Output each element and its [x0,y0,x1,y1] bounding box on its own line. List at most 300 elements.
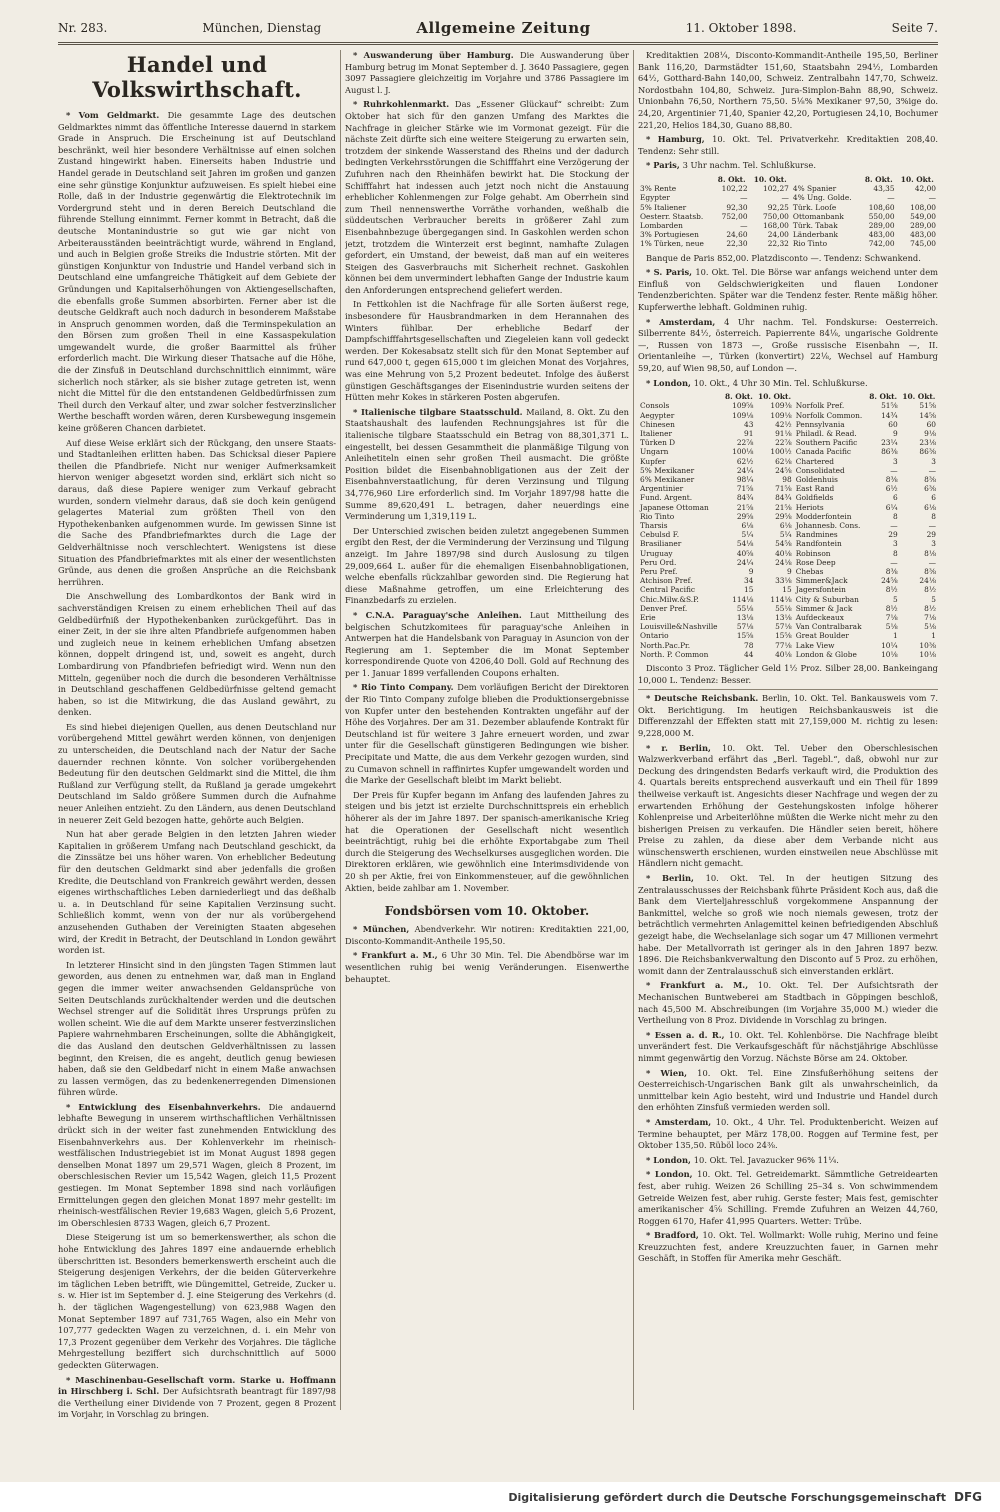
table-cell: Goldfields [795,493,834,503]
table-cell: — [890,465,898,475]
article-paragraph [638,1030,938,1065]
dfg-logo: DFG [953,1490,982,1504]
table-cell: 6 [892,493,898,503]
table-row [638,401,938,410]
newspaper-title: Allgemeine Zeitung [416,19,591,37]
article-heading: * Auswanderung über Hamburg. [353,50,520,60]
article-paragraph [345,682,629,786]
table-cell: 1 [931,631,936,641]
article-paragraph [638,317,938,375]
table-cell: 44 [744,649,754,659]
table-cell: Goldenhuis [795,474,838,484]
table-cell: 6¼ [885,502,898,512]
article-text: 4 Uhr nachm. Tel. Fondskurse: Oesterreich. Silberrente 84½, österreich. Papierrente 84⅛, ungarische Goldrente —, Russen von 1873 —, Große russische Eisenbahn —, II. Orientanleihe —, Türken (konvertirt) 22⅛, Wechsel auf Hamburg 59,20, auf Wien 98,50, auf London —. [638,316,938,373]
table-cell: 5% Italiener [640,202,687,212]
table-row [638,558,938,567]
table-cell: City & Suburban [795,594,859,604]
table-cell: 8⅜ [885,474,898,484]
table-cell: 62½ [736,456,754,466]
article-heading: * Berlin, [646,873,706,884]
article-paragraph [58,960,336,1099]
article-text: 6 Uhr 30 Min. Tel. Die Abendbörse war im wesentlichen ruhig bei wenig Veränderungen. Eisenwerthe behauptet. [345,950,629,984]
table-row [638,193,938,202]
table-cell: 9 [892,428,898,438]
table-cell: 109⅝ [732,401,754,411]
table-cell: 24⅛ [775,557,792,567]
article-text: Diese Steigerung ist um so bemerkenswerther, als schon die hohe Entwicklung des Jahres 1897 eine andauernde erheblich überschritten ist. Besonders bemerkenswerth erscheint auch die Steigerung desjenigen Verkehrs, der die beiden Güterverkehre im täglichen Leben betrifft, wie Düngemittel, Getreide, Zucker u. s. w. Hier ist im September d. J. eine Steigerung des Verkehrs (d. h. der täglichen Wagengestellung) von 623,988 Wagen den Monat September 1897 auf 731,765 Wagen, also ein Mehr von 107,777 gedeckten Wagen zu verzeichnen, d. i. ein Mehr von 17,3 Prozent gegenüber dem Verkehr des Vorjahres. Die tägliche Mehrgestellung beziffert sich durchschnittlich auf 5000 gedeckten Güterwagen. [58,1232,336,1370]
quotes-header-cell [638,392,722,401]
table-cell: Ungarn [640,447,669,457]
table-cell: 10¼ [881,640,898,650]
table-cell: 108,60 [868,202,895,212]
table-cell: 3 [931,539,936,549]
table-row [638,447,938,456]
table-cell: Atchison Pref. [640,576,693,586]
article-text: 10. Okt. Tel. Javazucker 96% 11¼. [693,1154,839,1165]
table-cell: 3 [931,456,936,466]
table-row [638,585,938,594]
article-text: 10. Okt., 4 Uhr. Tel. Produktenbericht. Weizen auf Termine behauptet, per März 178,00. Roggen auf Termine fest, per Oktober 135,50. Rüböl loco 24⅜. [638,1116,938,1151]
table-cell: 86⅜ [881,447,898,457]
table-cell: 13⅛ [775,612,792,622]
article-paragraph [58,1232,336,1371]
table-row [638,457,938,466]
table-cell: 22,32 [767,239,789,249]
table-cell: Canada Pacific [795,447,852,457]
article-text: Nun hat aber gerade Belgien in den letzten Jahren wieder Kapitalien in größerem Umfang nach Deutschland geschickt, da die Zinssätze bei uns höher waren. Von erheblicher Bedeutung für den deutschen Geldmarkt sind aber jedenfalls die großen Kredite, die Deutschland von Frankreich gewährt werden, dessen eigenes wirthschaftliches Leben darniederliegt und das deßhalb u. a. in Deutschland für seine Kapitalien Verzinsung sucht. Schließlich kommt, wenn von der nur als vorübergehend anzusehenden Guthaben der Vereinigten Staaten abgesehen wird, der Kredit in Betracht, der Deutschland in London gewährt worden ist. [58,829,336,956]
table-cell: 8½ [885,603,898,613]
table-cell: Van Contralbarak [795,622,862,632]
article-text: 10. Okt. Tel. Kohlenbörse. Die Nachfrage bleibt unverändert fest. Die Verkaufsgeschäft für nächstjährige Abschlüsse nimmt gegenwärtig den Vorzug. Nächste Börse am 24. Oktober. [638,1029,938,1063]
table-cell: Modderfontein [795,511,852,521]
table-cell: Philadl. & Read. [795,428,857,438]
table-cell: 86⅜ [919,447,936,457]
article-text: 10. Okt. Tel. Wollmarkt: Wolle ruhig, Merino und feine Kreuzzuchten fest, andere Kreuzzuchten fauer, in Garnen mehr Geschäft, in Stoffen für Amerika mehr Geschäft. [638,1230,938,1264]
table-cell: Lombarden [640,220,683,230]
article-paragraph [638,1155,938,1167]
table-cell: 51⅝ [919,401,936,411]
table-row [638,230,938,239]
table-cell: 750,00 [763,211,789,221]
table-cell: 108,00 [910,202,936,212]
table-cell: Simmer & Jack [795,603,853,613]
table-cell: Brasilianer [640,539,682,549]
quotes-header-cell [638,175,714,184]
article-heading: * C.N.A. Paraguay'sche Anleihen. [353,609,530,620]
header-rule [58,42,938,43]
table-cell: Denver Pref. [640,603,688,613]
article-text: 10. Okt. Tel. Der Aufsichtsrath der Mechanischen Buntweberei am Stadtbach in Göppingen beschloß, nach 45,500 M. Abschreibungen (im Vorjahre 35,000 M.) wieder die Vertheilung von 8 Proz. Dividende in Vorschlag zu bringen. [638,980,938,1026]
table-cell: 15⅝ [775,631,792,641]
table-cell: 84¾ [775,493,792,503]
quotes-table [638,175,938,249]
article-heading: * Maschinenbau-Gesellschaft vorm. Starke u. Hoffmann in Hirschberg i. Schl. [58,1374,336,1397]
article-text: 3 Uhr nachm. Tel. Schlußkurse. [682,160,816,171]
article-paragraph [638,160,938,172]
article-text: Der Unterschied zwischen beiden zuletzt angegebenen Summen ergibt den Rest, der die Verminderung der Verzinsung und Tilgung anzeigt. Im Jahre 1897/98 sind durch Auslosung zu tilgen 29,009,664 L. außer für die ehemaligen Eisenbahnobligationen, welche ebenfalls rückzahlbar geworden sind. Die Regierung hat diese Maßnahme getroffen, um eine Erleichterung des Finanzbedarfs zu erzielen. [345,525,629,606]
article-paragraph [638,378,938,390]
table-cell: Jagersfontein [795,585,846,595]
page-header [58,16,938,40]
table-cell: 483,00 [910,230,936,240]
table-row [638,631,938,640]
table-cell: 483,00 [868,230,895,240]
table-cell: 3 [892,539,898,549]
table-cell: Randmines [795,530,838,540]
quotes-header-cell: 8. Okt. [725,392,753,402]
table-row [638,595,938,604]
table-cell: 42,00 [914,184,936,194]
table-cell: 40⅛ [775,548,792,558]
table-cell: 8 [892,511,898,521]
article-text: Die Auswanderung über Hamburg betrug im Monat September d. J. 3640 Passagiere, gegen 3097 Passagiere gleichzeitig im Vorjahre und 3786 Passagiere im August l. J. [345,50,629,95]
table-cell: 7⅛ [924,612,936,622]
table-cell: 98¼ [736,474,754,484]
table-cell: Türk. Tabak [792,220,838,230]
table-cell: 5¼ [779,530,792,540]
article-text: Es sind hiebei diejenigen Quellen, aus denen Deutschland nur vorübergehend Mittel gewährt werden können, von denjenigen zu unterscheiden, die Deutschland nach der Natur der Sache dauernder rechnen könnte. Von solcher vorübergehenden Bedeutung für den deutschen Geldmarkt sind die Mittel, die ihm Rußland zur Verfügung stellt, da Rußland ja gerade umgekehrt Deutschland im Saldo größere Summen durch die Aufnahme neuer Anleihen entzieht. Zu den Ländern, aus denen Deutschland in neuerer Zeit Geld bezogen hatte, gehörte auch Belgien. [58,721,336,825]
article-paragraph [345,407,629,523]
article-text: 10. Okt. Tel. Ueber den Oberschlesischen Walzwerkverband erfährt das „Berl. Tagebl.“, daß, obwohl nur zur Deckung des dringendsten Bedarfs verkauft wird, die Produktion des 4. Quartals bereits entsprechend ausverkauft und ein Theil für 1899 theilweise verkauft ist. Angesichts dieser Nachfrage und wegen der zu erwartenden Erhöhung der Gestehungskosten infolge höherer Kohlenpreise und Arbeiterlöhne müßten die Werke nicht mehr zu den bisherigen Preisen zu verkaufen. Die Händler seien bereit, höhere Preise zu zahlen, da diese aber dem Verbande nicht aus wünschenswerth erschienen, wurden einstweilen neue Abschlüsse mit Händlern nicht gemacht. [638,742,938,869]
article-paragraph [58,1375,336,1421]
table-cell: 5 [931,594,936,604]
table-cell: Pennsylvania [795,419,845,429]
table-cell: 33⅛ [775,576,792,586]
table-cell: 6 [931,493,936,503]
table-cell: 5¼ [741,530,754,540]
table-cell: 6⅜ [924,484,936,494]
table-cell: 3% Rente [640,184,677,194]
article-paragraph [58,591,336,719]
table-cell: Fund. Argent. [640,493,693,503]
table-cell: Consols [640,401,670,411]
article-paragraph [638,1068,938,1114]
quotes-table [638,392,938,659]
article-heading: * London, [646,1169,698,1180]
table-row [638,512,938,521]
table-cell: 10⅛ [881,649,898,659]
page-number: Seite 7. [891,21,938,35]
table-cell: 60 [888,419,898,429]
table-cell: 15 [782,585,792,595]
table-cell: Simmer&Jack [795,576,848,586]
table-cell: Argentinier [640,484,684,494]
column-divider [340,50,341,1410]
table-cell: Rio Tinto [640,511,675,521]
table-cell: Egypter [640,193,670,203]
table-cell: — [890,520,898,530]
table-cell: 109⅜ [770,401,792,411]
table-cell: 1% Türken, neue [640,239,704,249]
table-cell: 60 [926,419,936,429]
table-cell: 289,00 [910,220,936,230]
quotes-header-row [638,175,938,184]
table-cell: 1 [892,631,898,641]
table-cell: 4% Spanier [792,184,837,194]
article-heading: * Amsterdam, [646,316,725,327]
table-cell: 9⅛ [924,428,936,438]
table-cell: 9 [748,566,754,576]
table-row [638,641,938,650]
table-cell: 34 [744,576,754,586]
article-paragraph [345,924,629,947]
article-heading: * Bradford, [646,1230,703,1241]
article-text: 10. Okt. Tel. Getreidemarkt. Sämmtliche Getreidearten fest, aber ruhig. Weizen 26 Schilling 25–34 s. Von schwimmendem Getreide Weizen fest, aber ruhig. Gerste fester; Mais fest, gemischter amerikanischer 4⅝ Schilling. Fremde Zufuhren an Weizen 44,760, Roggen 6170, Hafer 41,995 Quarters. Wetter: Trübe. [638,1169,938,1226]
table-cell: 109⅛ [770,410,792,420]
table-cell: Peru Ord. [640,557,677,567]
article-text: Der Preis für Kupfer begann im Anfang des laufenden Jahres zu steigen und bis jetzt ist erzielte Durchschnittspreis ein erheblich höherer als der im Jahre 1897. Der spanisch-amerikanische Krieg hat die Operationen der Gesellschaft nicht wesentlich beeinträchtigt, ruhig bei die erhöhte Exportabgabe zum Theil durch die Steigerung des Wechselkurses ausgeglichen worden. Die Direktoren erklären, wie gewöhnlich eine Interimsdividende von 20 sh per Aktie, frei von Einkommensteuer, auf die gewöhnlichen Aktien, beide zahlbar am 1. November. [345,789,629,893]
article-paragraph [58,722,336,826]
section-divider [638,689,938,690]
table-row [638,503,938,512]
table-row [638,429,938,438]
table-cell: Lake View [795,640,835,650]
table-cell: Länderbank [792,230,838,240]
table-cell: 24,60 [726,230,748,240]
table-cell: 8 [931,511,936,521]
table-cell: Heriots [795,502,824,512]
article-paragraph [638,267,938,313]
footer-text: Digitalisierung gefördert durch die Deutsche Forschungsgemeinschaft [508,1490,946,1504]
table-cell: Türken D [640,438,676,448]
table-cell: 8⅜ [924,474,936,484]
table-cell: 6⅛ [924,502,936,512]
table-cell: 13⅛ [736,612,754,622]
table-cell: 71⅝ [775,484,792,494]
table-cell: 57⅛ [736,622,754,632]
article-paragraph [638,50,938,131]
article-heading: * Entwicklung des Eisenbahnverkehrs. [66,1101,269,1112]
article-text: In Fettkohlen ist die Nachfrage für alle Sorten äußerst rege, insbesondere für Hausbrandmarken in dem Herannahen des Winters fühlbar. Der erhebliche Bedarf der Dampfschifffahrtsgesellschaften und Ziegeleien kann voll gedeckt werden. Der Kokesabsatz stellt sich für den Monat September auf rund 647,000 t, gegen 615,000 t im gleichen Monat des Vorjahres, was eine Mehrung von 5,2 Prozent bedeutet. Infolge des äußerst günstigen Geschäftsganges der Eisenindustrie wurden seitens der Hütten mehr Kokes in stärkeren Posten abgerufen. [345,299,629,403]
article-text: Abendverkehr. Wir notiren: Kreditaktien 221,00, Disconto-Kommandit-Antheile 195,50. [345,924,629,946]
article-text: Berlin, 10. Okt. Tel. Bankausweis vom 7. Okt. Berichtigung. Im heutigen Reichsbankausweis ist die Differenzzahl der Effekten statt mit 27,159,000 M. richtig zu lesen: 9,228,000 M. [638,693,938,738]
table-cell: 21⅝ [736,502,754,512]
column-2 [345,50,629,1464]
table-cell: 10⅛ [919,649,936,659]
article-paragraph [345,950,629,985]
table-cell: East Rand [795,484,835,494]
table-cell: 6⅛ [779,520,792,530]
article-heading: * Italienische tilgbare Staatsschuld. [353,406,527,417]
table-cell: 92,25 [767,202,789,212]
table-cell: — [928,557,936,567]
column-1 [58,50,336,1464]
quotes-header-cell: 10. Okt. [902,392,936,402]
table-row [638,475,938,484]
table-cell: 22⅞ [736,438,754,448]
issue-date: 11. Oktober 1898. [685,21,797,35]
table-cell: 71⅝ [736,484,754,494]
table-cell: 4% Ung. Golde. [792,193,852,203]
article-paragraph [638,1169,938,1227]
table-cell: Chinesen [640,419,675,429]
article-paragraph [345,99,629,296]
quotes-header-cell: 10. Okt. [900,174,934,184]
section-title: Handel und Volkswirthschaft. [92,52,302,102]
article-text: In letzterer Hinsicht sind in den jüngsten Tagen Stimmen laut geworden, aus denen zu entnehmen war, daß man in England gegen die immer weiter anwachsenden Geldansprüche von Seiten Deutschlands zurückhaltender werden und die deutschen Wechsel strenger auf die Solidität ihres Ursprungs prüfen zu wollen scheint. Wie die auf dem Markte unserer festverzinslichen Papiere wahrnehmbaren Erscheinungen, sollte die Abhängigkeit, die das Ausland den deutschen Geldverhältnissen zu lassen beginnt, den Kreisen, die es angeht, deutlich genug bewiesen haben, daß sie den Geldbedarf nicht in einem Maße anwachsen zu lassen vermögen, das zu bedenkenerregenden Dimensionen führen würde. [58,959,336,1098]
table-cell: 84¾ [736,493,754,503]
table-cell: Erie [640,612,656,622]
table-cell: Norfolk Pref. [795,401,845,411]
table-cell: 3 [892,456,898,466]
table-cell: 10⅜ [919,640,936,650]
table-cell: 5⅛ [924,622,936,632]
table-cell: 55⅛ [736,603,754,613]
table-cell: 14¾ [881,410,898,420]
table-cell: 22⅞ [775,438,792,448]
article-heading: * London, [646,1154,694,1165]
article-heading: * Paris, [646,160,683,171]
article-text: 10. Okt., 4 Uhr 30 Min. Tel. Schlußkurse. [693,377,868,388]
table-cell: 752,00 [721,211,748,221]
table-cell: 15 [744,585,754,595]
table-cell: 40⅛ [775,649,792,659]
article-paragraph [345,610,629,680]
table-cell: — [740,193,748,203]
table-cell: Peru Pref. [640,566,678,576]
article-text: Das „Essener Glückauf“ schreibt: Zum Oktober hat sich für den ganzen Umfang des Marktes die Nachfrage in gleicher Stärke wie im Vormonat gezeigt. Für die nächste Zeit dürfte sich eine weitere Steigerung zu erwarten sein, trotzdem der sinkende Wasserstand des Rheins und der dadurch bedingten Verkehrsstörungen die Schifffahrt eine Verzögerung der Zufuhren nach den Rheinhäfen bewirkt hat. Die Stockung der Schifffahrt hat indessen auch jetzt noch nicht die Anstauung erheblicher Kohlenmengen zur Folge gehabt. Am Oberrhein sind zum Theil nennenswerthe Vorräthe vorhanden, weßhalb die süddeutschen Verbraucher bereits in größerer Zahl zum Eisenbahnbezuge übergegangen sind. In Gaskohlen werden schon jetzt, trotzdem die Winterzeit erst beginnt, namhafte Zulagen gefordert, ein Umstand, der beweist, daß man auf ein weiteres Steigen des Gasverbrauchs mit Sicherheit rechnet. Gaskohlen können bei dem unvermindert lebhaften Gange der Industrie kaum den Anforderungen entsprechend geliefert werden. [345,99,629,295]
article-heading: * Deutsche Reichsbank. [646,693,763,704]
table-cell: 289,00 [868,220,895,230]
article-paragraph [638,1230,938,1265]
article-paragraph [345,299,629,403]
table-cell: 92,30 [726,202,748,212]
table-cell: Chic.Milw.&S.P. [640,594,699,604]
table-cell: 24,00 [767,230,789,240]
table-cell: 23⅛ [919,438,936,448]
article-heading: * S. Paris, [646,267,696,278]
table-cell: Aegypter [640,410,675,420]
table-cell: 745,00 [910,239,936,249]
article-heading: * Amsterdam, [646,1116,716,1127]
article-text: Dem vorläufigen Bericht der Direktoren der Rio Tinto Company zufolge blieben die Produktionsergebnisse von Kupfer unter den bestehenden Kontrakten ungefähr auf der Höhe des Vorjahres. Der am 31. Dezember ablaufende Kontrakt für Deutschland ist für weitere 3 Jahre erneuert worden, und zwar unter für die Gesellschaft günstigeren Bedingungen wie bisher. Precipitate und Matte, die aus dem Verkehr gezogen wurden, sind zu Cumavon schnell in raffinirtes Kupfer umgewandelt worden und die Marke der Gesellschaft bleibt im Markt beliebt. [345,682,629,786]
table-cell: 14⅝ [919,410,936,420]
header-rule-double [58,44,938,45]
table-cell: 57⅛ [775,622,792,632]
table-row [638,521,938,530]
article-paragraph [345,526,629,607]
table-cell: 54⅝ [775,539,792,549]
table-cell: Chartered [795,456,835,466]
article-paragraph [58,1102,336,1230]
table-cell: — [928,193,936,203]
place-day: München, Dienstag [202,21,322,35]
table-cell: North. P. Common [640,649,709,659]
article-text: 10. Okt. Tel. In der heutigen Sitzung des Zentralausschusses der Reichsbank führte Präsident Koch aus, daß die Bank dem Vierteljahresschluß vorgekommene Anspannung der Bankmittel, welche so groß wie noch niemals gewesen, trotz der beträchtlich vermehrten Anlagemittel keinen befriedigenden Abschluß gezeigt habe, die Wechselanlage sich sogar um 47 Millionen vermehrt habe. Der Metallvorrath ist geringer als in den Jahren 1897 bezw. 1896. Die Reichsbankverwaltung den Disconto auf 5 Proz. zu erhöhen, womit dann der Zentralausschuß sich einverstanden erklärt. [638,873,938,976]
table-cell: 8½ [924,603,936,613]
article-heading: * Wien, [646,1067,698,1078]
article-heading: * London, [646,377,694,388]
article-paragraph [638,134,938,157]
table-cell: Consolidated [795,465,845,475]
quotes-header-cell: 8. Okt. [717,174,746,184]
table-cell: 24¼ [736,465,754,475]
column-3 [638,50,938,1464]
table-cell: 98 [782,474,792,484]
article-text: Mailand, 8. Okt. Zu den Staatshaushalt des laufenden Rechnungsjahres ist für die italienische tilgbare Staatsschuld ein Betrag von 88,301,371 L. eingestellt, bei dessen Gesammtheit die planmäßige Tilgung von Anleihetiteln einen sehr großen Theil ausmacht. Die größte Position bildet die Eisenbahnobligationen aus der Zeit der Eisenbahnverstaatlichung, für deren Verzinsung und Tilgung 34,776,960 Lire erforderlich sind. Im Vorjahr 1897/98 hatte die Summe 89,620,491 L. betragen, daher neuerdings eine Verminderung um 1,319,119 L. [345,406,629,522]
table-row [638,650,938,659]
quotes-header-cell: 10. Okt. [753,174,787,184]
article-heading: * Hamburg, [646,134,713,145]
table-cell: 114⅛ [732,594,754,604]
table-row [638,613,938,622]
table-cell: 102,22 [721,184,748,194]
table-cell: 5⅛ [885,622,898,632]
table-row [638,484,938,493]
table-cell: 54⅛ [736,539,754,549]
table-cell: Aufdeckeaux [795,612,844,622]
article-paragraph [345,50,629,96]
table-cell: 100⅛ [732,447,754,457]
table-cell: 29 [888,530,898,540]
table-cell: 114⅛ [770,594,792,604]
table-cell: 7⅛ [885,612,898,622]
table-cell: — [740,220,748,230]
quotes-header-cell: 8. Okt. [864,174,893,184]
table-cell: North.Pac.Pr. [640,640,691,650]
table-cell: Norfolk Common. [795,410,863,420]
table-cell: 24¼ [736,557,754,567]
article-text: Auf diese Weise erklärt sich der Rückgang, den unsere Staats- und Stadtanleihen erlitten haben. Das Schicksal dieser Papiere theilen die Pfandbriefe. Nicht nur weniger Aufmerksamkeit hiervon weniger abgesetzt worden sind, erklärt sich nicht so daraus, daß diese Papiere weniger zum Verkauf gebracht wurden, sondern vielmehr daraus, daß sie doch kein genügend gelagertes Material zum größten Theil von den Hypothekenbanken aufgenommen wurde. Im gewissen Sinne ist die Sache des Pfandbriefmarktes durch die Lage der Geldverhältnisse noch verschlechtert. Wenigstens ist diese Situation des Pfandbriefmarktes mit als einer der wesentlichsten Gründe, aus denen die großen Ansprüche an die Reichsbank herrühren. [58,437,336,587]
table-cell: Central Pacific [640,585,696,595]
table-cell: Türk. Looſe [792,202,837,212]
table-cell: — [928,465,936,475]
table-cell: 5 [892,594,898,604]
article-paragraph [345,790,629,894]
article-text: 10. Okt. Tel. Privatverkehr. Kreditaktien 208,40. Tendenz: Sehr still. [638,134,938,156]
table-cell: 550,00 [868,211,895,221]
table-cell: 168,00 [763,220,789,230]
table-row [638,604,938,613]
table-row [638,420,938,429]
table-row [638,438,938,447]
table-cell: Great Boulder [795,631,849,641]
article-paragraph [58,438,336,589]
table-cell: Robinson [795,548,831,558]
table-cell: 91 [744,428,754,438]
table-cell: 8⅜ [924,566,936,576]
table-cell: 24⅝ [881,576,898,586]
table-row [638,622,938,631]
table-cell: 23¼ [881,438,898,448]
article-paragraph [58,829,336,957]
article-heading: * Ruhrkohlenmarkt. [353,99,455,110]
table-cell: 29⅝ [736,511,754,521]
table-cell: 6% Mexikaner [640,474,695,484]
table-cell: Kupfer [640,456,666,466]
table-cell: London & Globe [795,649,857,659]
article-paragraph [638,1117,938,1152]
article-heading: * Vom Geldmarkt. [66,110,168,120]
table-cell: Chebas [795,566,824,576]
table-cell: 109⅛ [732,410,754,420]
table-cell: Oesterr. Staatsb. [640,211,704,221]
table-cell: 29 [926,530,936,540]
table-cell: Johannesb. Cons. [795,520,861,530]
table-cell: — [928,520,936,530]
article-heading: * Frankfurt a. M., [353,950,442,961]
table-cell: 8 [892,548,898,558]
table-cell: 742,00 [868,239,895,249]
table-cell: 8⅜ [885,566,898,576]
article-paragraph [58,110,336,435]
quotes-header-cell: 8. Okt. [869,392,898,402]
fondsboersen-heading: Fondsbörsen vom 10. Oktober. [384,904,590,919]
table-cell: — [887,193,895,203]
table-cell: Ottomanbank [792,211,844,221]
table-cell: 55⅛ [775,603,792,613]
article-text: Die andauernd lebhafte Bewegung in unserem wirthschaftlichen Verhältnissen drückt sich in der weiter fast zunehmenden Entwicklung des Eisenbahnverkehrs aus. Der Kohlenverkehr im rheinisch-westfälischen Industriegebiet ist im Monat August 1898 gegen denselben Monat 1897 um 29,571 Wagen, gleich 8 Prozent, im oberschlesischen Revier um 15,542 Wagen, gleich 11,5 Prozent gestiegen. Im Monat September 1898 sind nach vorläufigen Ermittelungen gegen den gleichen Monat 1897 mehr gestellt: im rheinisch-westfälischen Revier 19,683 Wagen, gleich 5,6 Prozent, im Oberschlesien 8733 Wagen, gleich 6,7 Prozent. [58,1101,336,1228]
